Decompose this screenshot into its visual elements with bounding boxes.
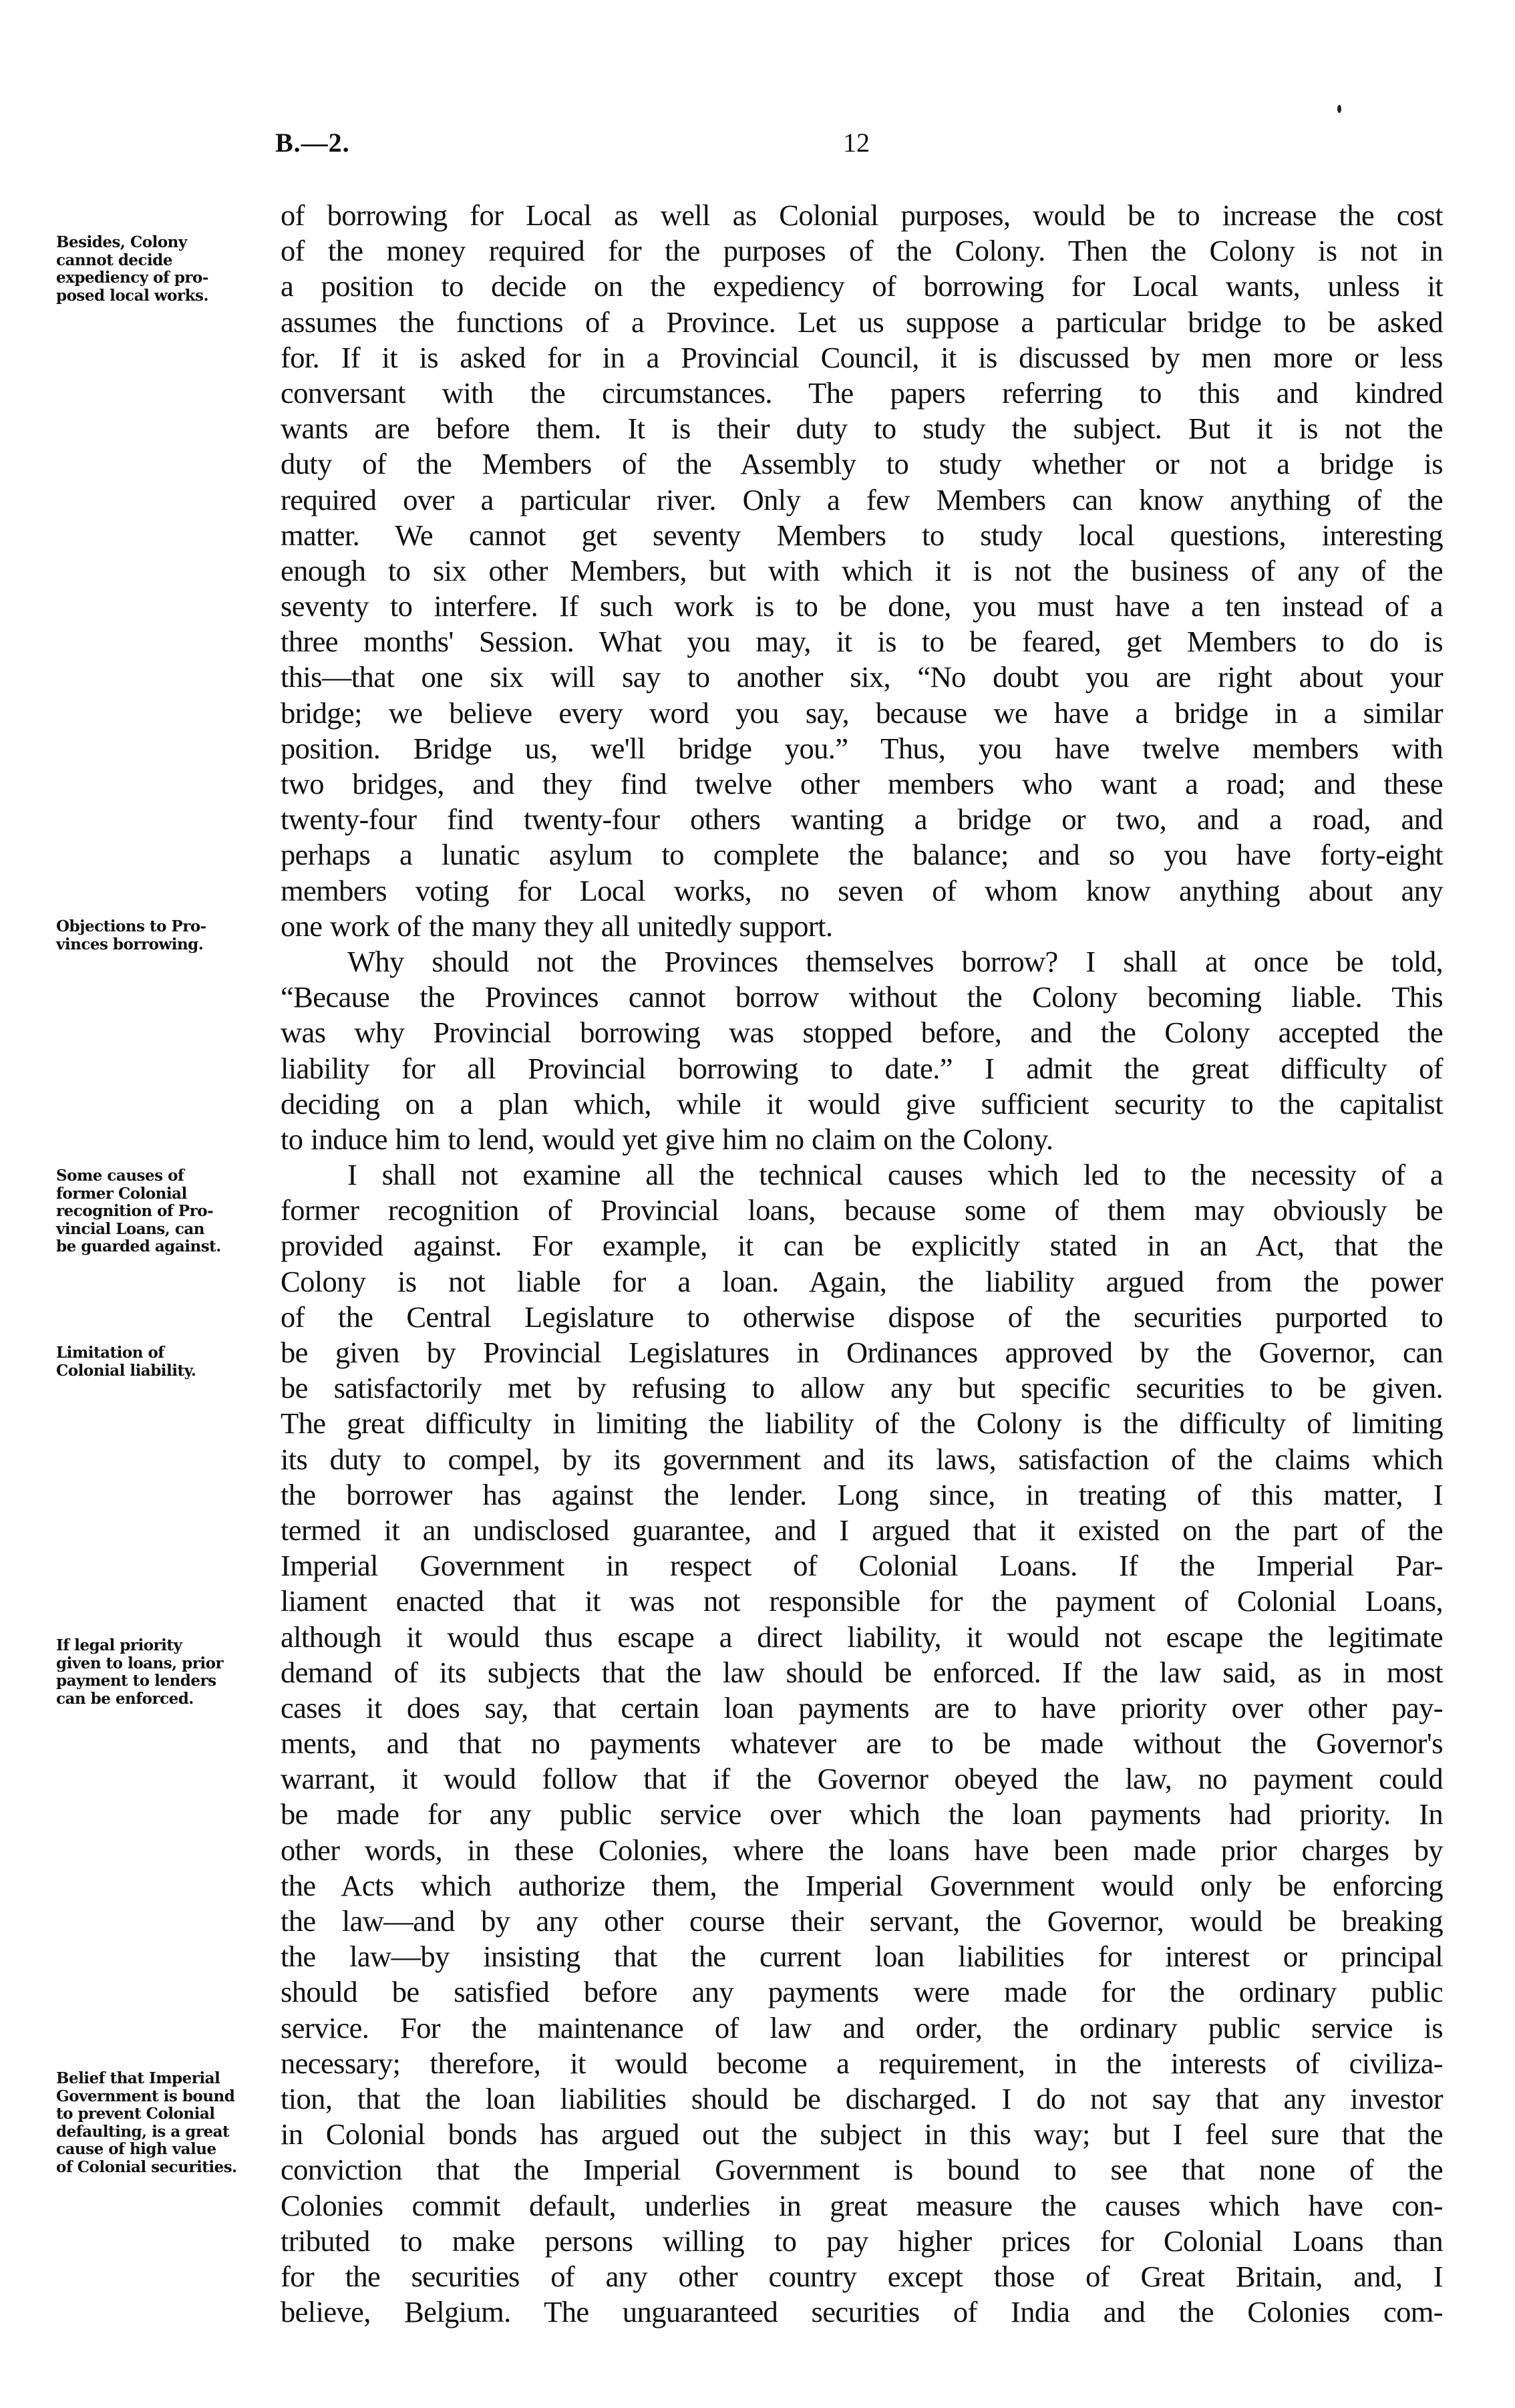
side-note-line: cause of high value	[56, 2140, 216, 2158]
body-line: be made for any public service over which the loan payments had priority. In	[281, 1797, 1443, 1831]
body-line: provided against. For example, it can be explicitly stated in an Act, that the	[281, 1229, 1443, 1263]
paragraph-start-line: I shall not examine all the technical causes which led to the necessity of a	[347, 1158, 1443, 1192]
body-line: of the Central Legislature to otherwise dispose of the securities purported to	[281, 1300, 1443, 1334]
body-line: in Colonial bonds has argued out the subject in this way; but I feel sure that the	[281, 2117, 1443, 2151]
side-note-line: former Colonial	[56, 1184, 187, 1203]
side-note-colony-cannot-decide	[56, 234, 277, 305]
body-line: service. For the maintenance of law and order, the ordinary public service is	[281, 2010, 1443, 2045]
body-line: termed it an undisclosed guarantee, and I argued that it existed on the part of the	[281, 1513, 1443, 1547]
side-note-line: be guarded against.	[56, 1237, 221, 1255]
side-note-line: expediency of pro-	[56, 269, 208, 287]
side-note-line: Belief that Imperial	[56, 2069, 220, 2087]
body-line: should be satisfied before any payments were made for the ordinary public	[281, 1975, 1443, 2009]
body-line: tion, that the loan liabilities should be discharged. I do not say that any investor	[281, 2081, 1443, 2115]
body-line: the borrower has against the lender. Long since, in treating of this matter, I	[281, 1477, 1443, 1511]
body-line: warrant, it would follow that if the Governor obeyed the law, no payment could	[281, 1762, 1443, 1796]
body-line: liament enacted that it was not responsible for the payment of Colonial Loans,	[281, 1584, 1443, 1618]
side-note-former-recognition	[56, 1167, 277, 1256]
body-line: a position to decide on the expediency of borrowing for Local wants, unless it	[281, 269, 1443, 303]
side-note-line: Besides, Colony	[56, 233, 187, 251]
body-line: wants are before them. It is their duty to study the subject. But it is not the	[281, 412, 1443, 446]
document-code: B.—2.	[275, 128, 350, 158]
body-line: bridge; we believe every word you say, because we have a bridge in a similar	[281, 696, 1443, 730]
body-line: for the securities of any other country except those of Great Britain, and, I	[281, 2259, 1443, 2293]
body-line: position. Bridge us, we'll bridge you.” Thus, you have twelve members with	[281, 731, 1443, 765]
body-line: assumes the functions of a Province. Let us suppose a particular bridge to be asked	[281, 305, 1443, 339]
body-line: other words, in these Colonies, where the loans have been made prior charges by	[281, 1833, 1443, 1867]
side-note-line: can be enforced.	[56, 1689, 194, 1708]
body-line: seventy to interfere. If such work is to be done, you must have a ten instead of a	[281, 589, 1443, 623]
side-note-line: cannot decide	[56, 251, 172, 269]
body-line: although it would thus escape a direct liability, it would not escape the legitimate	[281, 1620, 1443, 1654]
body-line: this—that one six will say to another six, “No doubt you are right about your	[281, 660, 1443, 694]
body-line: perhaps a lunatic asylum to complete the balance; and so you have forty-eight	[281, 838, 1443, 872]
side-note-line: Some causes of	[56, 1167, 184, 1185]
side-note-imperial-government-belief	[56, 2070, 277, 2176]
body-line: matter. We cannot get seventy Members to study local questions, interesting	[281, 518, 1443, 552]
body-line: three months' Session. What you may, it is to be feared, get Members to do is	[281, 625, 1443, 659]
body-line: conversant with the circumstances. The papers referring to this and kindred	[281, 375, 1443, 410]
side-note-line: to prevent Colonial	[56, 2105, 215, 2123]
body-line: demand of its subjects that the law should be enforced. If the law said, as in most	[281, 1655, 1443, 1689]
side-note-line: Colonial liability.	[56, 1361, 196, 1380]
body-line: the Acts which authorize them, the Imperial Government would only be enforcing	[281, 1868, 1443, 1902]
body-line: one work of the many they all unitedly support.	[281, 909, 833, 943]
body-line: of borrowing for Local as well as Colonial purposes, would be to increase the cost	[281, 198, 1443, 232]
body-line: the law—by insisting that the current loan liabilities for interest or principal	[281, 1940, 1443, 1974]
body-line: “Because the Provinces cannot borrow without the Colony becoming liable. This	[281, 980, 1443, 1014]
side-note-line: Limitation of	[56, 1344, 164, 1362]
side-note-line: posed local works.	[56, 286, 208, 305]
body-line: its duty to compel, by its government and its laws, satisfaction of the claims which	[281, 1442, 1443, 1476]
page-number: 12	[843, 128, 870, 158]
side-note-line: payment to lenders	[56, 1672, 216, 1690]
body-line: conviction that the Imperial Government is bound to see that none of the	[281, 2153, 1443, 2187]
side-note-line: given to loans, prior	[56, 1654, 224, 1672]
body-line: for. If it is asked for in a Provincial Council, it is discussed by men more or less	[281, 340, 1443, 374]
body-line: of the money required for the purposes of the Colony. Then the Colony is not in	[281, 234, 1443, 268]
side-note-line: vincial Loans, can	[56, 1219, 204, 1238]
side-note-line: Objections to Pro-	[56, 917, 206, 935]
body-line: required over a particular river. Only a few Members can know anything of the	[281, 482, 1443, 516]
body-line: twenty-four find twenty-four others wanting a bridge or two, and a road, and	[281, 802, 1443, 837]
scan-speck	[1337, 105, 1341, 113]
side-note-objections-provinces-borrowing	[56, 918, 277, 953]
body-line: Colonies commit default, underlies in great measure the causes which have con-	[281, 2188, 1443, 2222]
body-line: deciding on a plan which, while it would give sufficient security to the capitalist	[281, 1086, 1443, 1120]
body-line: The great difficulty in limiting the liability of the Colony is the difficulty of limiting	[281, 1406, 1443, 1441]
body-line: Colony is not liable for a loan. Again, the liability argued from the power	[281, 1264, 1443, 1298]
body-line: be satisfactorily met by refusing to allow any but specific securities to be given.	[281, 1371, 1443, 1405]
body-line: necessary; therefore, it would become a requirement, in the interests of civiliza-	[281, 2046, 1443, 2080]
side-note-legal-priority	[56, 1637, 277, 1708]
body-line: was why Provincial borrowing was stopped before, and the Colony accepted the	[281, 1016, 1443, 1050]
body-line: two bridges, and they find twelve other members who want a road; and these	[281, 767, 1443, 800]
body-line: duty of the Members of the Assembly to study whether or not a bridge is	[281, 447, 1443, 481]
body-line: be given by Provincial Legislatures in Ordinances approved by the Governor, can	[281, 1336, 1443, 1369]
side-note-line: Government is bound	[56, 2087, 235, 2105]
body-line: members voting for Local works, no seven of whom know anything about any	[281, 873, 1443, 907]
body-line: ments, and that no payments whatever are to be made without the Governor's	[281, 1726, 1443, 1761]
body-line: the law—and by any other course their servant, the Governor, would be breaking	[281, 1904, 1443, 1938]
body-line: liability for all Provincial borrowing to date.” I admit the great difficulty of	[281, 1051, 1443, 1085]
body-line: former recognition of Provincial loans, because some of them may obviously be	[281, 1193, 1443, 1227]
body-line: to induce him to lend, would yet give him no claim on the Colony.	[281, 1122, 1053, 1156]
side-note-line: of Colonial securities.	[56, 2157, 237, 2176]
side-note-limitation-liability	[56, 1344, 277, 1380]
side-note-line: recognition of Pro-	[56, 1202, 214, 1220]
side-note-line: vinces borrowing.	[56, 935, 204, 953]
body-line: cases it does say, that certain loan payments are to have priority over other pay-	[281, 1690, 1443, 1724]
side-note-line: defaulting, is a great	[56, 2122, 230, 2141]
body-line: enough to six other Members, but with which it is not the business of any of the	[281, 553, 1443, 587]
paragraph-start-line: Why should not the Provinces themselves borrow? I shall at once be told,	[347, 944, 1443, 978]
body-text	[281, 198, 1443, 2330]
body-line: believe, Belgium. The unguaranteed securities of India and the Colonies com-	[281, 2295, 1443, 2329]
side-note-line: If legal priority	[56, 1636, 182, 1654]
body-line: tributed to make persons willing to pay higher prices for Colonial Loans than	[281, 2224, 1443, 2258]
body-line: Imperial Government in respect of Colonial Loans. If the Imperial Par-	[281, 1549, 1443, 1583]
